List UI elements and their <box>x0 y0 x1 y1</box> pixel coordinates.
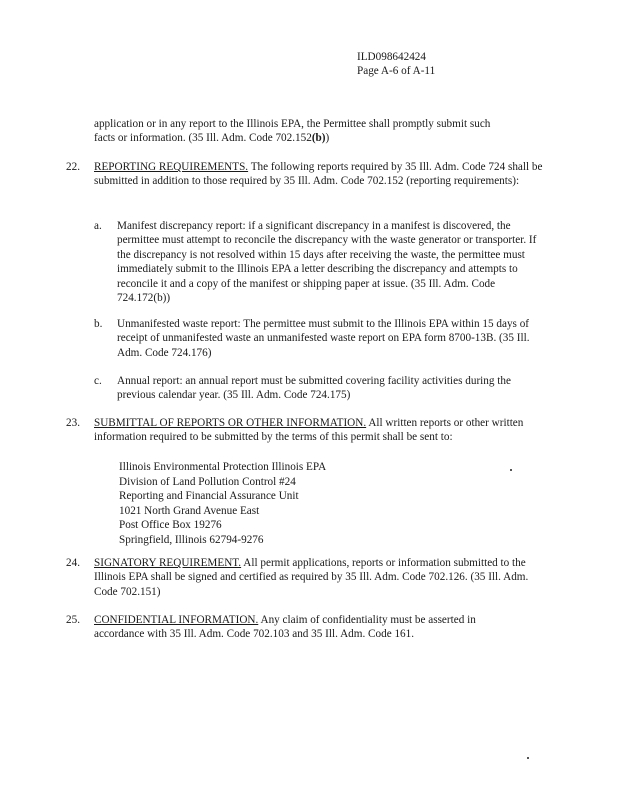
document-id: ILD098642424 <box>357 51 426 63</box>
item-b-letter: b. <box>94 318 103 330</box>
section-23-body <box>94 416 544 445</box>
item-c-text: Annual report: an annual report must be submitted covering facility activities during the previous calendar year. (35 Ill. Adm. Code 724.175) <box>117 375 511 402</box>
mailing-address <box>119 460 326 548</box>
scan-speck <box>510 469 512 471</box>
section-22-body <box>94 160 544 189</box>
item-a-text: Manifest discrepancy report: if a significant discrepancy in a manifest is discovered, the permittee must attempt to reconcile the discrepancy with the waste generator or transporter. If the discrepancy is not resolved within 15 days after receiving the waste, the permittee must immediately submit to the Illinois EPA a letter describing the discrepancy and attempts to reconcile it and a copy of the manifest or shipping paper at issue. (35 Ill. Adm. Code 724.172(b)) <box>117 220 537 305</box>
section-22-text: The following reports required by 35 Ill. Adm. Code 724 shall be submitted in addition to those required by 35 Ill. Adm. Code 702.152 (reporting requirements): <box>94 161 543 188</box>
section-22-number: 22. <box>66 161 80 173</box>
intro-line-1: application or in any report to the Illinois EPA, the Permittee shall promptly submit such <box>94 118 491 130</box>
intro-line-2-text: facts or information. (35 Ill. Adm. Code 702.152 <box>94 132 312 145</box>
page-number: Page A-6 of A-11 <box>357 65 436 77</box>
address-line: Division of Land Pollution Control #24 <box>119 475 296 488</box>
address-line: Post Office Box 19276 <box>119 519 222 532</box>
section-25-number: 25. <box>66 614 80 626</box>
section-25-body <box>94 613 524 642</box>
section-25-title: CONFIDENTIAL INFORMATION. <box>94 614 259 626</box>
intro-line-2 <box>94 131 544 145</box>
intro-line-2-bold: (b) <box>311 132 326 145</box>
section-23-text: All written reports or other written information required to be submitted by the terms of this permit shall be sent to: <box>94 417 524 444</box>
section-23-number: 23. <box>66 417 80 429</box>
section-23-title: SUBMITTAL OF REPORTS OR OTHER INFORMATION. <box>94 417 367 429</box>
section-24-title: SIGNATORY REQUIREMENT. <box>94 557 242 569</box>
address-line: 1021 North Grand Avenue East <box>119 504 260 517</box>
section-24-number: 24. <box>66 557 80 569</box>
section-24-text: All permit applications, reports or information submitted to the Illinois EPA shall be signed and certified as required by 35 Ill. Adm. Code 702.126. (35 Ill. Adm. Code 702.151) <box>94 557 529 598</box>
address-line: Illinois Environmental Protection Illinois EPA <box>119 461 327 473</box>
section-22-title: REPORTING REQUIREMENTS. <box>94 161 249 173</box>
item-c-letter: c. <box>94 375 102 387</box>
intro-line-2-end: ) <box>325 132 330 145</box>
item-a-letter: a. <box>94 220 102 232</box>
scan-speck <box>527 757 529 759</box>
section-24-body <box>94 556 544 599</box>
section-25-text: Any claim of confidentiality must be asserted in accordance with 35 Ill. Adm. Code 702.103 and 35 Ill. Adm. Code 161. <box>94 614 476 641</box>
address-line: Reporting and Financial Assurance Unit <box>119 490 299 503</box>
intro-paragraph <box>94 117 544 146</box>
address-line: Springfield, Illinois 62794-9276 <box>119 533 264 546</box>
page-header <box>357 50 557 78</box>
item-b-text: Unmanifested waste report: The permittee must submit to the Illinois EPA within 15 days of receipt of unmanifested waste an unmanifested waste report on EPA form 8700-13B. (35 Ill. Adm. Code 724.176) <box>117 318 530 359</box>
